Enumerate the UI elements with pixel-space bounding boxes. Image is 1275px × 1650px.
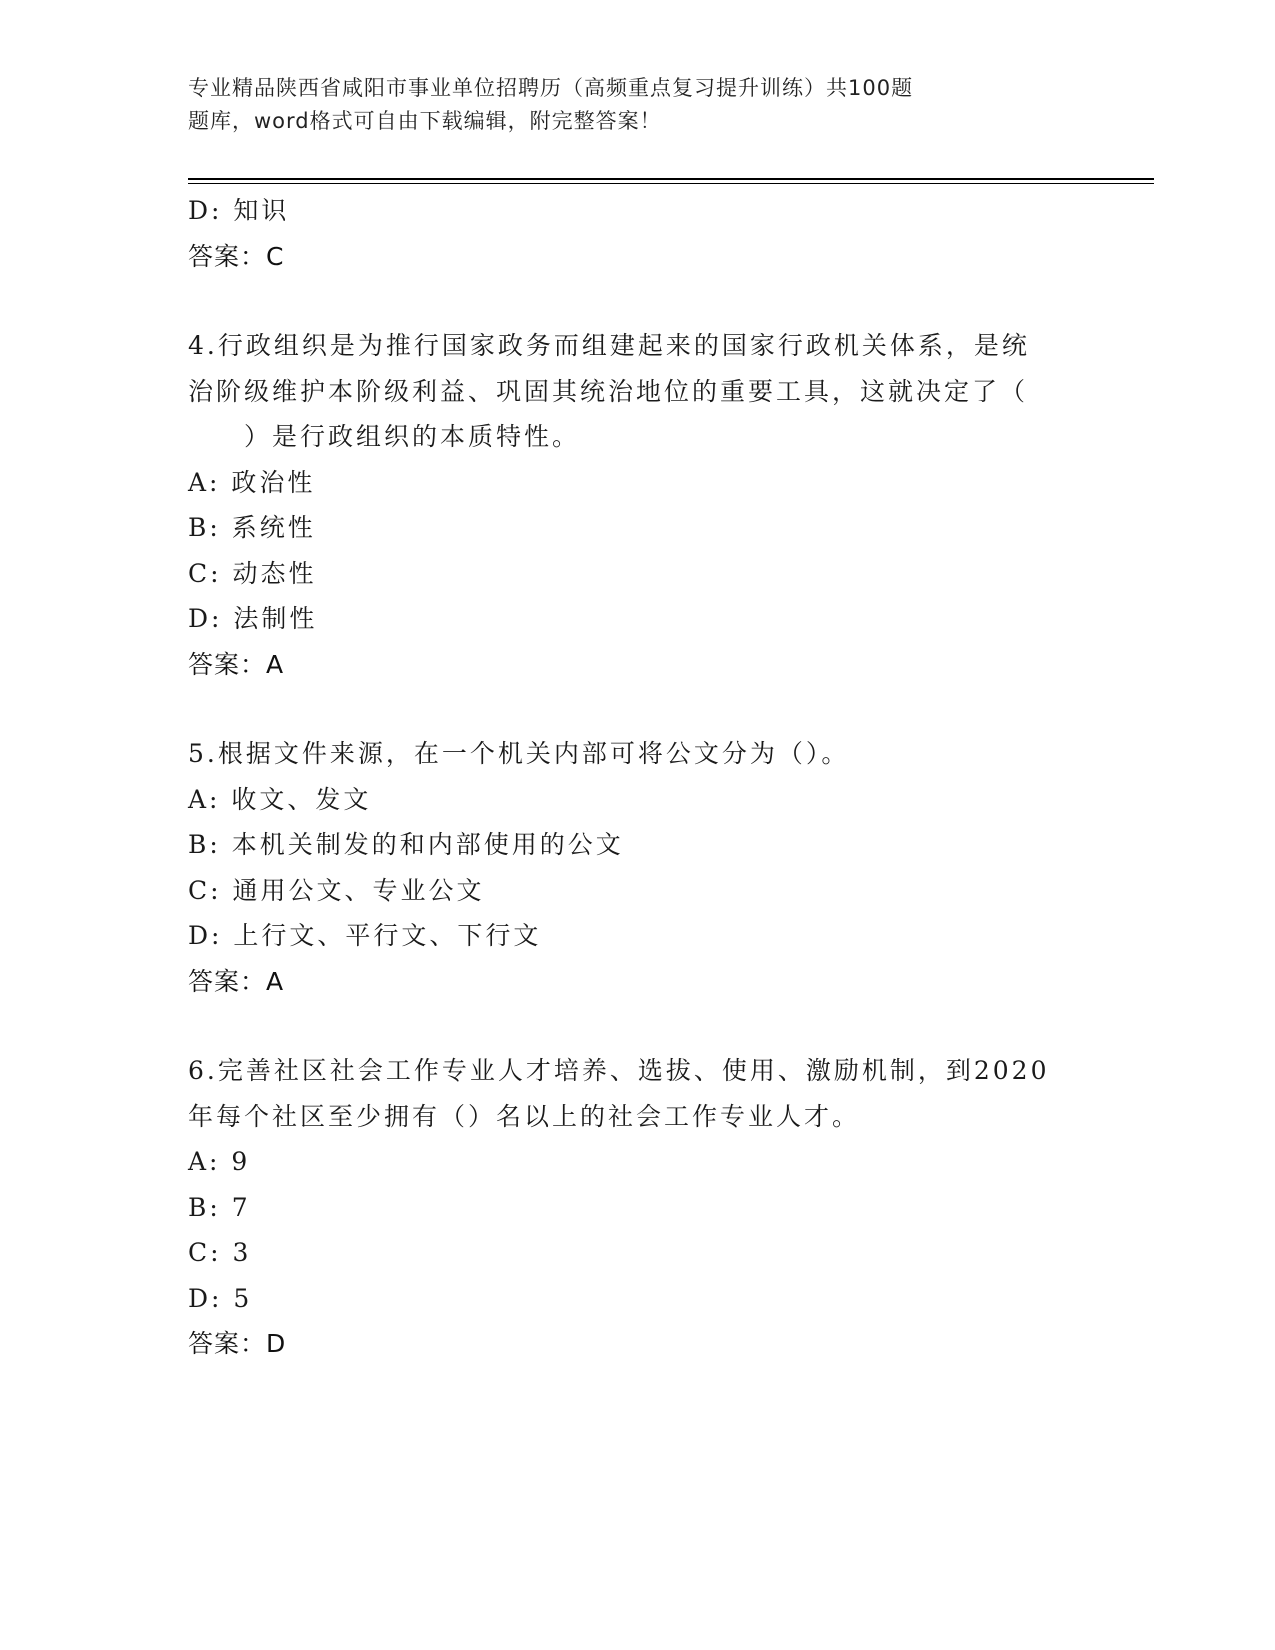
- answer: 答案：A: [188, 649, 285, 679]
- question-5: [188, 731, 1088, 1004]
- question-6: [188, 1048, 1088, 1367]
- question-stem-line: 6.完善社区社会工作专业人才培养、选拔、使用、激励机制，到2020: [188, 1056, 1050, 1085]
- header-title-line-2: 题库，word格式可自由下载编辑，附完整答案！: [188, 109, 662, 133]
- spacer: [188, 687, 1088, 731]
- document-body: [188, 188, 1088, 1367]
- option-c: C: 动态性: [188, 558, 317, 588]
- answer: 答案：D: [188, 1329, 287, 1358]
- question-stem-line: ）是行政组织的本质特性。: [188, 422, 581, 451]
- question-stem: [188, 323, 1088, 460]
- option-a: A: 收文、发文: [188, 784, 372, 814]
- question-stem-line: 治阶级维护本阶级利益、巩固其统治地位的重要工具，这就决定了（: [188, 376, 1029, 406]
- question-stem-line: 4.行政组织是为推行国家政务而组建起来的国家行政机关体系，是统: [188, 331, 1030, 360]
- option-d: D: 5: [188, 1283, 253, 1313]
- header-title-line-1: 专业精品陕西省咸阳市事业单位招聘历（高频重点复习提升训练）共100题: [188, 76, 914, 100]
- option-b: B: 本机关制发的和内部使用的公文: [188, 830, 624, 859]
- option-a: A: 9: [188, 1147, 251, 1176]
- question-stem-line: 5.根据文件来源，在一个机关内部可将公文分为（）。: [188, 739, 850, 768]
- header-divider-thin: [188, 183, 1154, 184]
- question-4: [188, 323, 1088, 687]
- spacer: [188, 279, 1088, 323]
- document-header: [188, 72, 1048, 138]
- option-b: B: 系统性: [188, 513, 316, 542]
- answer: 答案：A: [188, 966, 285, 996]
- spacer: [188, 1004, 1088, 1048]
- option-c: C: 3: [188, 1238, 252, 1267]
- question-stem: [188, 731, 1088, 777]
- header-divider-thick: [188, 178, 1154, 180]
- option-c: C: 通用公文、专业公文: [188, 875, 485, 905]
- option-d: D: 法制性: [188, 604, 318, 633]
- question-stem: [188, 1048, 1088, 1139]
- previous-answer: 答案：C: [188, 241, 285, 271]
- question-stem-line: 年每个社区至少拥有（）名以上的社会工作专业人才。: [188, 1101, 861, 1131]
- option-d: D: 上行文、平行文、下行文: [188, 921, 542, 950]
- previous-option-d: D: 知识: [188, 196, 290, 225]
- option-a: A: 政治性: [188, 467, 316, 497]
- option-b: B: 7: [188, 1192, 251, 1222]
